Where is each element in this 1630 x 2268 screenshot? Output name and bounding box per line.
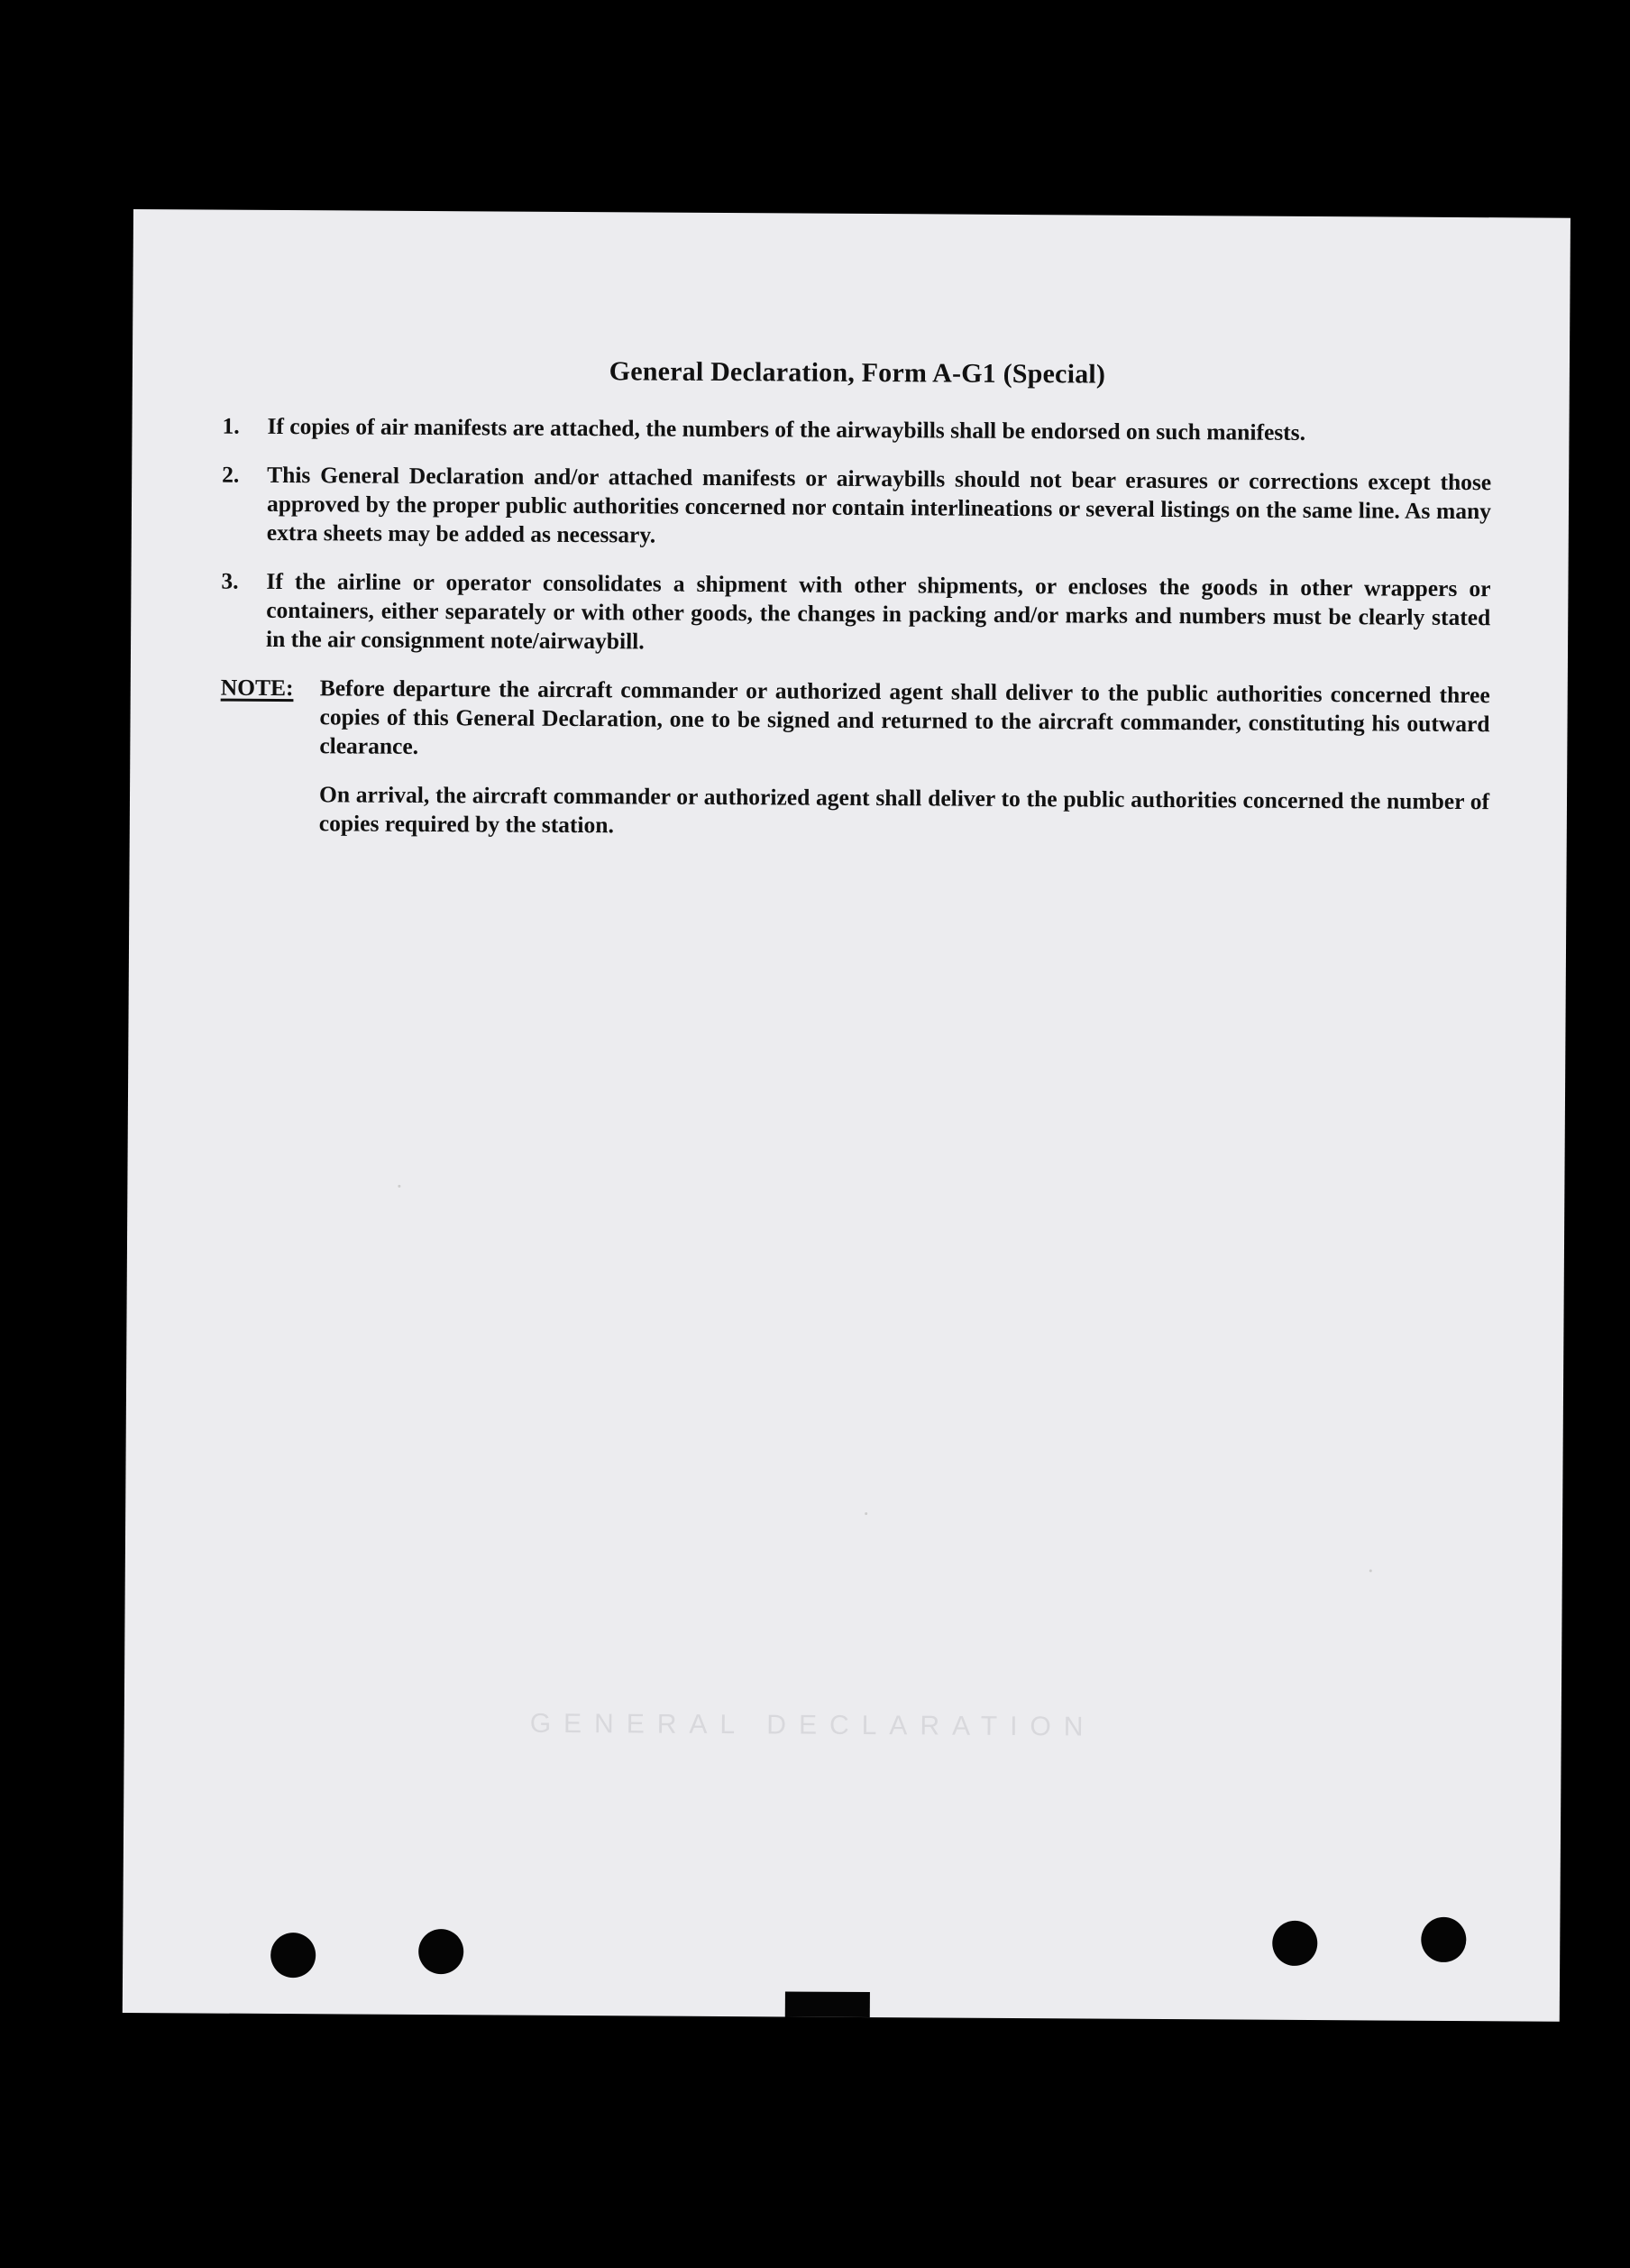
list-item bbox=[222, 412, 1491, 449]
note-paragraph: On arrival, the aircraft commander or authorized agent shall deliver to the public authorities concerned the number of copies required by the station. bbox=[318, 781, 1490, 839]
item-text: If the airline or operator consolidates a shipment with other shipments, or encloses the goods in other wrappers or containers, either separately or with other goods, the changes in packing and/or marks and numbers must be clearly stated in the air consignment note/airwaybill. bbox=[266, 567, 1491, 655]
item-text: This General Declaration and/or attached manifests or airwaybills should not bear erasures or corrections except those approved by the proper public authorities concerned nor contain interlineations or several listings on the same line. As many extra sheets may be added as necessary. bbox=[266, 461, 1492, 548]
list-item bbox=[222, 461, 1492, 556]
note-body bbox=[319, 674, 1490, 865]
document-body bbox=[220, 354, 1492, 866]
list-item bbox=[221, 567, 1491, 662]
item-number: 3. bbox=[221, 567, 239, 594]
paper-speck bbox=[865, 1512, 867, 1515]
punch-hole bbox=[1272, 1921, 1317, 1966]
item-number: 1. bbox=[222, 412, 240, 439]
item-number: 2. bbox=[222, 461, 240, 488]
paper-speck bbox=[398, 1185, 400, 1188]
bleed-through-text: GENERAL DECLARATION bbox=[529, 1708, 1096, 1742]
binding-tab bbox=[785, 1991, 870, 2017]
paper-speck bbox=[1369, 1569, 1372, 1572]
document-page bbox=[123, 209, 1570, 2022]
note-label: NOTE: bbox=[220, 674, 294, 702]
punch-hole bbox=[1421, 1917, 1466, 1962]
punch-hole bbox=[418, 1929, 463, 1974]
item-text: If copies of air manifests are attached, the numbers of the airwaybills shall be endorsed on such manifests. bbox=[267, 412, 1306, 445]
punch-hole bbox=[270, 1933, 316, 1978]
document-title: General Declaration, Form A-G1 (Special) bbox=[609, 356, 1106, 390]
note-paragraph: Before departure the aircraft commander or authorized agent shall deliver to the public authorities concerned three copies of this General Declaration, one to be signed and returned to the aircraft commander, constituting his outward clearance. bbox=[319, 675, 1490, 759]
note-block bbox=[220, 674, 1490, 866]
